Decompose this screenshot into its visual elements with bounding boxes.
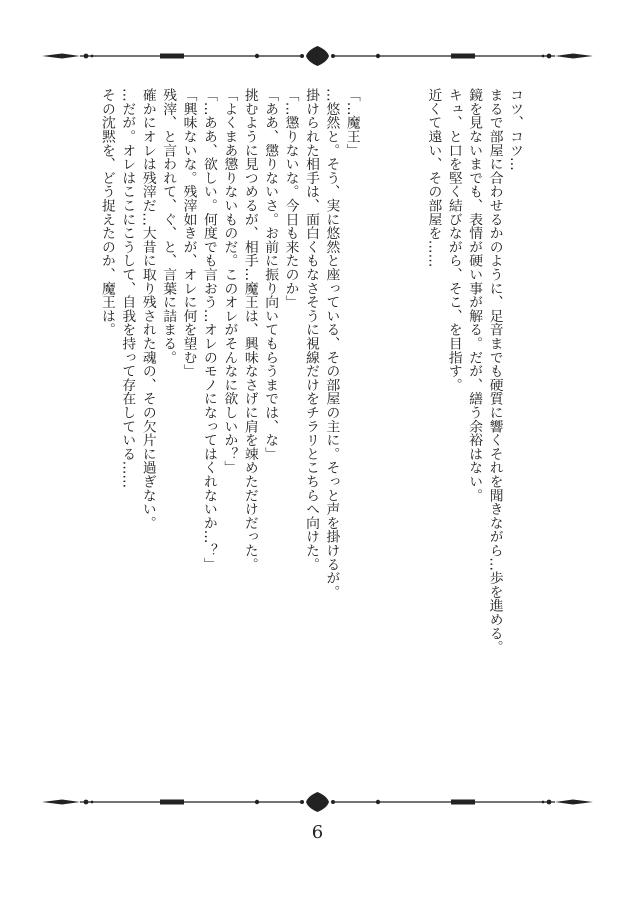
blank-line (362, 88, 382, 708)
text-line: …悠然と。そう、実に悠然と座っている、その部屋の主に。そっと声を掛けるが。 (323, 88, 340, 599)
bottom-ornament-rule (40, 790, 595, 814)
text-line: キュ、と口を堅く結びながら、そこ、を目指す。 (445, 88, 462, 392)
text-line: 掛けられた相手は、面白くもなさそうに視線だけをチラリとこちらへ向けた。 (302, 88, 319, 571)
text-line: 確かにオレは残滓だ…大昔に取り残された魂の、その欠片に過ぎない。 (139, 88, 156, 530)
text-line: その沈黙を、どう捉えたのか、魔王は。 (98, 88, 115, 337)
text-line: まるで部屋に合わせるかのように、足音までも硬質に響くそれを聞きながら…歩を進める。 (486, 88, 503, 654)
text-line: 「…魔王」 (343, 88, 360, 157)
text-line: コツ、コツ… (507, 88, 523, 171)
blank-line (382, 88, 402, 708)
text-line: 「興味ないな。残滓如きが、オレに何を望む」 (180, 88, 197, 378)
text-line: …だが。オレはここにこうして、自我を持って存在している…… (119, 88, 136, 489)
text-line: 「…懲りないな。今日も来たのか」 (282, 88, 299, 309)
vertical-story-text (97, 88, 525, 708)
top-ornament-rule (40, 44, 595, 68)
text-line: 挑むように見つめるが、相手…魔王は、興味なさげに肩を竦めただけだった。 (241, 88, 258, 571)
text-line: 「よくまあ懲りないものだ。このオレがそんなに欲しいか？」 (221, 88, 238, 475)
text-line: 鏡を見ないまでも、表情が硬い事が解る。だが、繕う余裕はない。 (466, 88, 483, 502)
text-line: 近くて遠い、その部屋を…… (425, 88, 442, 268)
blank-line (403, 88, 423, 708)
page-number: 6 (311, 822, 324, 843)
text-line: 残滓、と言われて、ぐ、と、言葉に詰まる。 (160, 88, 177, 364)
text-line: 「…ああ、欲しい。何度でも言おう…オレのモノになってはくれないか…？」 (200, 88, 217, 571)
text-line: 「ああ、懲りないさ。お前に振り向いてもらうまでは、な」 (262, 88, 279, 461)
